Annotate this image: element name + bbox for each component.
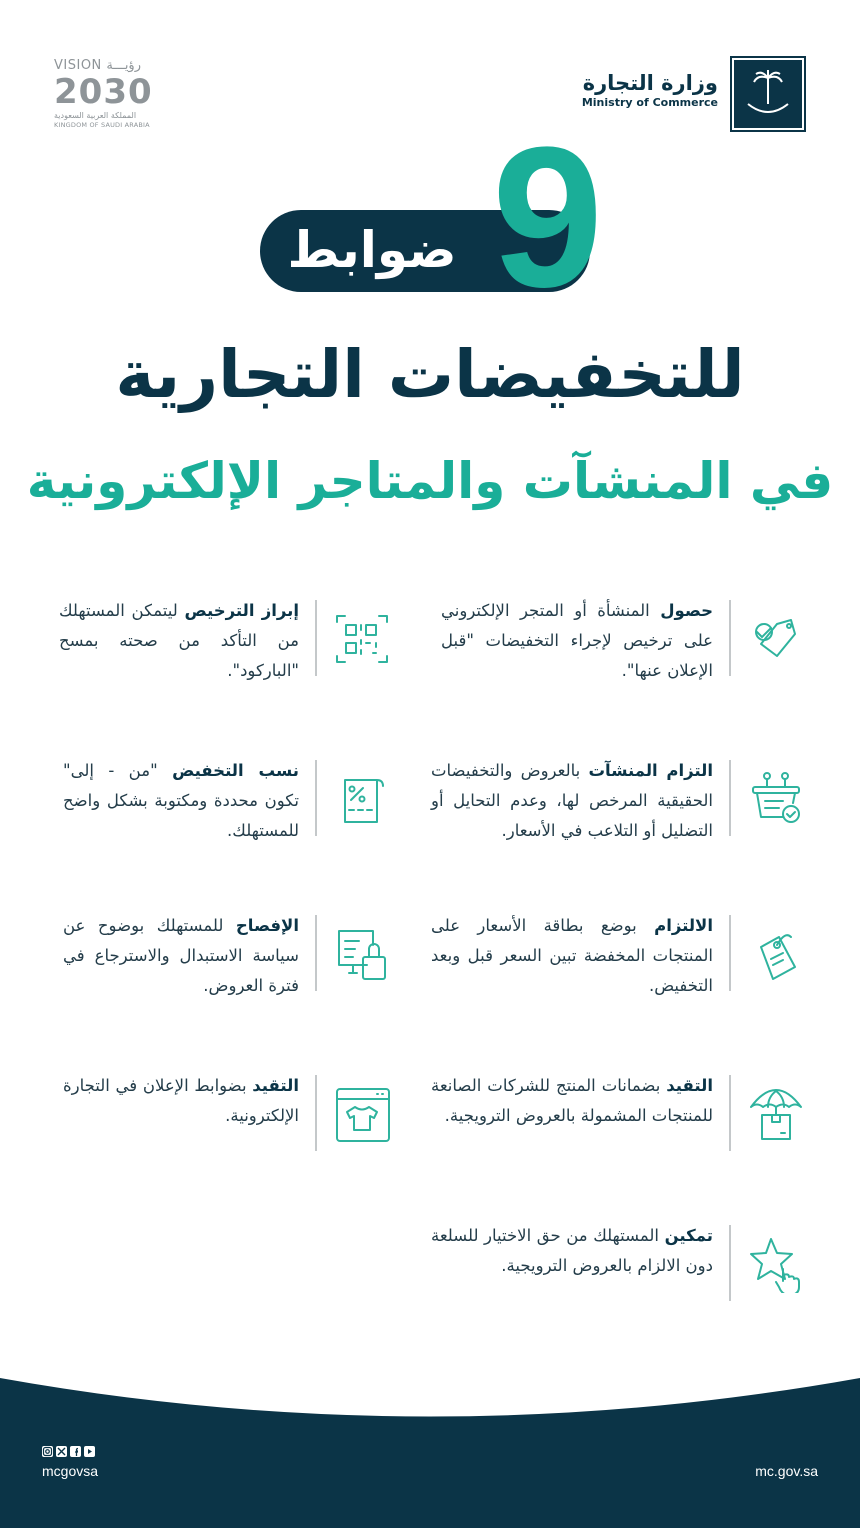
ministry-emblem: [730, 56, 806, 132]
rule-text: تمكين المستهلك من حق الاختيار للسلعة دون الالزام بالعروض الترويجية.: [431, 1226, 713, 1275]
rule-text: إبراز الترخيص ليتمكن المستهلك من التأكد من صحته بمسح "الباركود".: [59, 601, 299, 680]
rule-item-5: [430, 915, 805, 1001]
divider: [729, 760, 731, 836]
page-subtitle: في المنشآت والمتاجر الإلكترونية: [26, 452, 834, 510]
kingdom-name-en: KINGDOM OF SAUDI ARABIA: [54, 121, 150, 129]
rule-item-1: [440, 600, 805, 686]
vision-year: 2030: [54, 72, 153, 112]
percent-receipt-icon: [333, 770, 391, 828]
divider: [729, 1225, 731, 1301]
ministry-name-en: Ministry of Commerce: [581, 96, 718, 109]
divider: [315, 760, 317, 836]
rule-text: التزام المنشآت بالعروض والتخفيضات الحقيقية المرخص لها، وعدم التحايل أو التضليل أو التلاعب في الأسعار.: [431, 761, 713, 840]
footer-band: [0, 1370, 860, 1528]
rule-text: الإفصاح للمستهلك بوضوح عن سياسة الاستبدال والاسترجاع في فترة العروض.: [63, 916, 299, 995]
rule-item-9: [430, 1225, 805, 1301]
star-hand-icon: [747, 1235, 805, 1293]
social-icons: [42, 1446, 95, 1457]
divider: [315, 1075, 317, 1151]
divider: [315, 915, 317, 991]
rule-text: التقيد بضمانات المنتج للشركات الصانعة للمنتجات المشمولة بالعروض الترويجية.: [431, 1076, 713, 1125]
divider: [315, 600, 317, 676]
vision-label-ar: رؤيـــة: [106, 58, 141, 73]
rule-text: نسب التخفيض "من - إلى" تكون محددة ومكتوبة بشكل واضح للمستهلك.: [63, 761, 299, 840]
qr-code-icon: [333, 610, 391, 668]
rule-item-4: [60, 760, 391, 846]
screen-bag-icon: [333, 925, 391, 983]
title-number: 9: [492, 106, 604, 329]
instagram-icon[interactable]: [42, 1446, 53, 1457]
basket-check-icon: [747, 770, 805, 828]
palm-swords-icon: [732, 58, 804, 130]
browser-shirt-icon: [333, 1085, 391, 1143]
rule-item-2: [56, 600, 391, 686]
rule-text: حصول المنشأة أو المتجر الإلكتروني على ترخيص لإجراء التخفيضات "قبل الإعلان عنها".: [441, 601, 713, 680]
ministry-name-ar: وزارة التجارة: [582, 71, 718, 95]
youtube-icon[interactable]: [84, 1446, 95, 1457]
tag-check-icon: [747, 610, 805, 668]
website-link[interactable]: mc.gov.sa: [755, 1463, 818, 1479]
divider: [729, 915, 731, 991]
page-title: للتخفيضات التجارية: [115, 336, 745, 413]
rule-item-7: [430, 1075, 805, 1151]
social-handle[interactable]: mcgovsa: [42, 1463, 99, 1479]
facebook-icon[interactable]: [70, 1446, 81, 1457]
x-icon[interactable]: [56, 1446, 67, 1457]
kingdom-name-ar: المملكة العربية السعودية: [54, 111, 137, 120]
rule-text: التقيد بضوابط الإعلان في التجارة الإلكترونية.: [63, 1076, 299, 1125]
rule-item-8: [60, 1075, 391, 1151]
title-pill-text: ضوابط: [287, 221, 457, 279]
rule-text: الالتزام بوضع بطاقة الأسعار على المنتجات المخفضة تبين السعر قبل وبعد التخفيض.: [431, 916, 713, 995]
vision-label-en: VISION: [54, 58, 102, 73]
divider: [729, 600, 731, 676]
rule-item-3: [430, 760, 805, 846]
price-tag-icon: [747, 925, 805, 983]
vision-2030-logo: [54, 58, 166, 130]
ministry-logo: [582, 70, 718, 109]
rule-item-6: [60, 915, 391, 1001]
divider: [729, 1075, 731, 1151]
umbrella-box-icon: [747, 1085, 805, 1143]
